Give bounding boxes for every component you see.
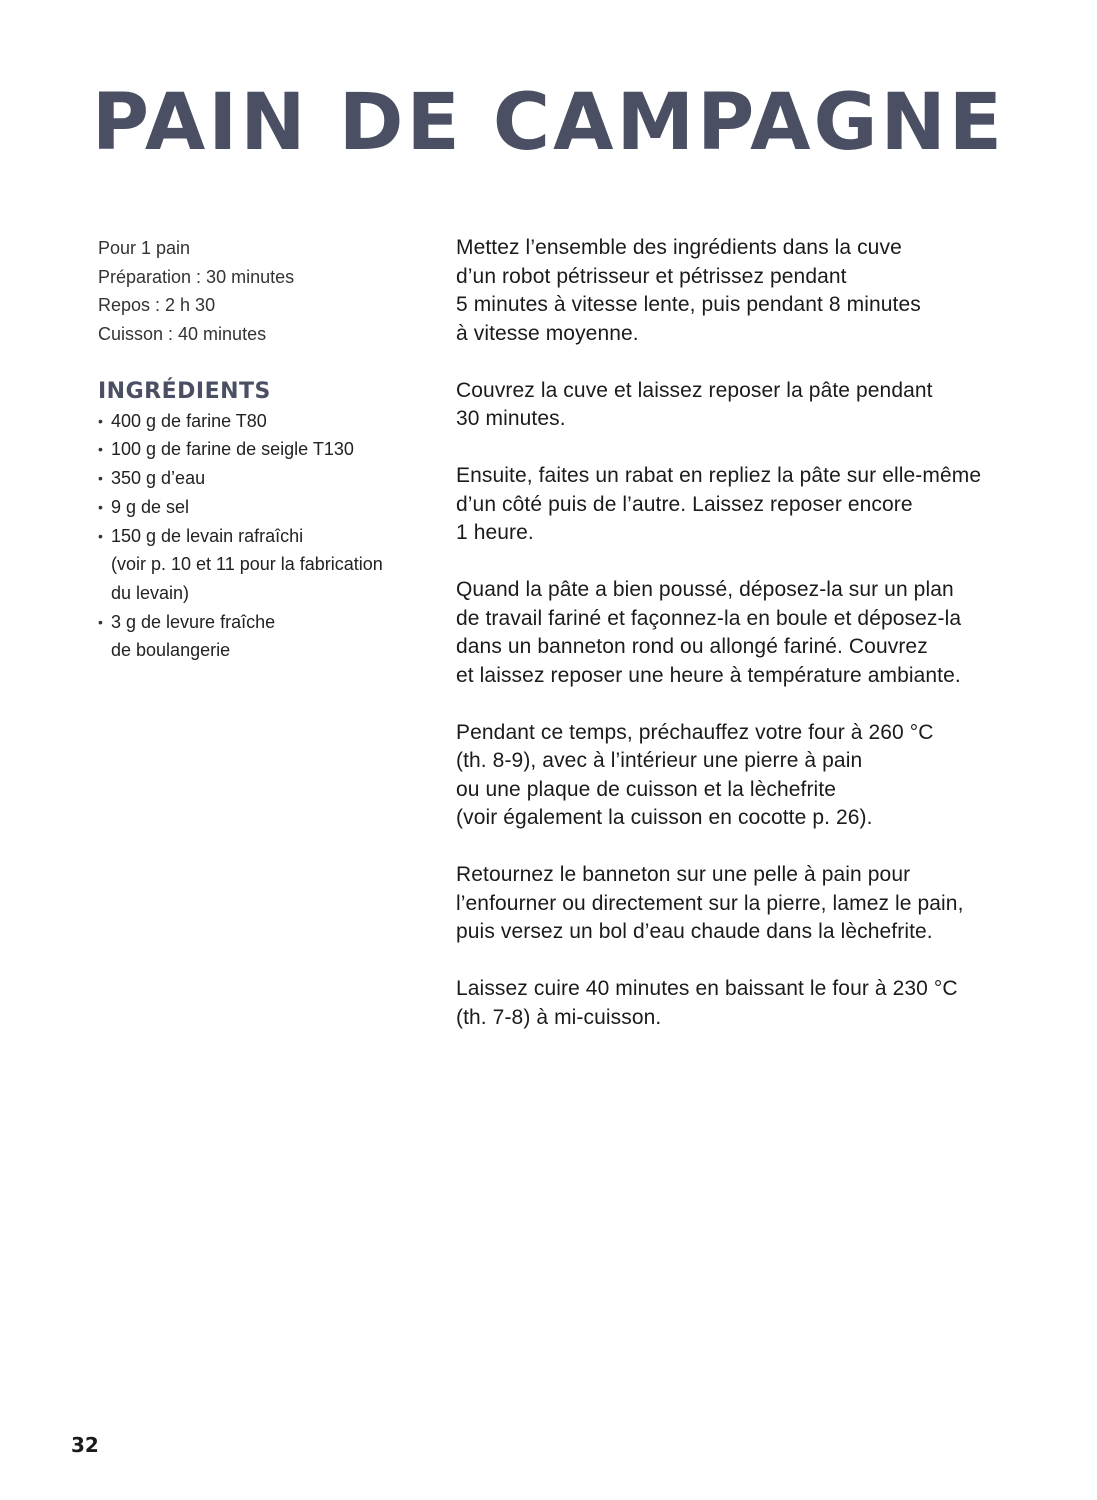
ingredient-line: 150 g de levain rafraîchi bbox=[111, 525, 304, 546]
instruction-line: l’enfourner ou directement sur la pierre, lamez le pain, bbox=[456, 891, 964, 915]
bullet-icon: • bbox=[98, 470, 103, 487]
ingredient-item bbox=[98, 435, 418, 464]
instruction-line: d’un robot pétrisseur et pétrissez pendant bbox=[456, 264, 847, 288]
ingredient-item bbox=[98, 407, 418, 436]
instruction-line: 5 minutes à vitesse lente, puis pendant 8 minutes bbox=[456, 293, 921, 316]
ingredient-item bbox=[98, 522, 418, 608]
instruction-line: Mettez l’ensemble des ingrédients dans la cuve bbox=[456, 236, 902, 259]
instruction-line: d’un côté puis de l’autre. Laissez reposer encore bbox=[456, 492, 913, 516]
ingredient-line: 400 g de farine T80 bbox=[111, 410, 267, 431]
instruction-paragraph bbox=[456, 462, 996, 548]
meta-cooking: Cuisson : 40 minutes bbox=[98, 324, 267, 345]
instruction-line: Laissez cuire 40 minutes en baissant le four à 230 °C bbox=[456, 977, 958, 1000]
instruction-line: (th. 7-8) à mi-cuisson. bbox=[456, 1005, 662, 1029]
ingredient-line: 350 g d’eau bbox=[111, 468, 206, 489]
ingredient-item bbox=[98, 608, 418, 665]
instruction-paragraph bbox=[456, 861, 996, 947]
meta-rest: Repos : 2 h 30 bbox=[98, 295, 216, 316]
instruction-paragraph bbox=[456, 377, 996, 434]
bullet-icon: • bbox=[98, 498, 103, 515]
ingredient-line: 3 g de levure fraîche bbox=[111, 611, 276, 632]
instruction-line: à vitesse moyenne. bbox=[456, 321, 639, 345]
ingredient-line: 100 g de farine de seigle T130 bbox=[111, 439, 354, 460]
instruction-line: Ensuite, faites un rabat en repliez la pâte sur elle-même bbox=[456, 464, 982, 487]
instruction-line: Pendant ce temps, préchauffez votre four à 260 °C bbox=[456, 720, 934, 744]
meta-servings: Pour 1 pain bbox=[98, 238, 191, 258]
ingredients-heading: INGRÉDIENTS bbox=[98, 378, 271, 404]
instruction-line: Quand la pâte a bien poussé, déposez-la sur un plan bbox=[456, 578, 954, 601]
bullet-icon: • bbox=[98, 613, 103, 630]
ingredient-item bbox=[98, 464, 418, 493]
ingredient-line: 9 g de sel bbox=[111, 496, 190, 517]
instruction-line: 1 heure. bbox=[456, 521, 534, 544]
ingredient-line: de boulangerie bbox=[111, 640, 231, 661]
bullet-icon: • bbox=[98, 412, 103, 429]
instruction-line: Retournez le banneton sur une pelle à pain pour bbox=[456, 863, 911, 886]
instruction-paragraph bbox=[456, 234, 996, 348]
ingredient-line: du levain) bbox=[111, 582, 190, 603]
recipe-meta bbox=[98, 234, 418, 349]
ingredient-item bbox=[98, 493, 418, 522]
instruction-line: ou une plaque de cuisson et la lèchefrite bbox=[456, 777, 837, 801]
meta-preparation: Préparation : 30 minutes bbox=[98, 266, 295, 287]
ingredients-list bbox=[98, 407, 418, 665]
instruction-line: dans un banneton rond ou allongé fariné. Couvrez bbox=[456, 635, 928, 658]
ingredient-line: (voir p. 10 et 11 pour la fabrication bbox=[111, 554, 383, 575]
bullet-icon: • bbox=[98, 527, 103, 544]
instruction-line: de travail fariné et façonnez-la en boule et déposez-la bbox=[456, 606, 962, 630]
bullet-icon: • bbox=[98, 441, 103, 458]
recipe-sidebar bbox=[98, 234, 418, 665]
instruction-line: puis versez un bol d’eau chaude dans la lèchefrite. bbox=[456, 920, 933, 943]
instruction-paragraph bbox=[456, 719, 996, 833]
instruction-line: 30 minutes. bbox=[456, 407, 566, 430]
instruction-line: et laissez reposer une heure à température ambiante. bbox=[456, 663, 961, 687]
instruction-paragraph bbox=[456, 576, 996, 690]
page-title: PAIN DE CAMPAGNE bbox=[91, 78, 1006, 168]
page-number: 32 bbox=[71, 1433, 99, 1457]
instructions bbox=[456, 234, 996, 1061]
instruction-line: Couvrez la cuve et laissez reposer la pâte pendant bbox=[456, 378, 933, 402]
instruction-paragraph bbox=[456, 975, 996, 1032]
instruction-line: (voir également la cuisson en cocotte p. 26). bbox=[456, 806, 873, 829]
instruction-line: (th. 8-9), avec à l’intérieur une pierre à pain bbox=[456, 749, 863, 772]
